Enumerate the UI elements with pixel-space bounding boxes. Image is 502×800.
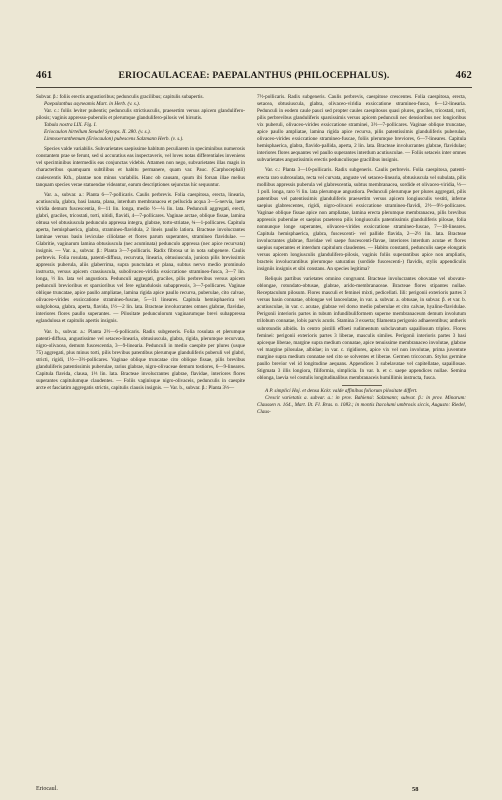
paragraph: Limnoxeranthemum (Eriocaulon) pubescens Salzmann Herb. (v. s.). <box>44 136 184 143</box>
paragraph: Var. b., subvar. a.: Planta 2½—6-pollicaris. Radix subgeneris. Folia rosulata et plerumque patenti-diffusa, angustissime vel setaceo-linearia, obtusiuscula, glabra, rigida, plerumque recurvata, nigro-olivacea, demum fuscescentia, 3—9-linearia. Pedunculi in medio caespite per plures (usque 75) aggregati, plus minus torti, pilis brevibus patentibus plerumque glanduliferis puberuli vel glabri, stricti, rigidi, 1½—3½-pollicares. Vaginae oblique truncatae cito oblique fissae, pilis brevibus glanduliferis patentissimis puberulae, rarius glabrae, nigro-olivaceae demum tostiores, 6—9-lineares. Capitula flavida, clausa, 1⅓ lin. lata. Bracteae involucrantes glabrae, flavidae, interiores flores superantes capitulumque claudentes. — Foliis vaginisque nigro-olivaceis, pedunculis in caespite arcte et fasciatim aggregatis strictis, capitulis clausis insignis. — Var. b., subvar. β.: Planta 3⅓— <box>36 328 245 391</box>
paragraph: A P. simplici Hoj. et densa Kckr. valde affinibus foliorum pilositate differt. <box>265 387 418 394</box>
header-rule <box>36 87 472 88</box>
paragraph: Subvar. β.: foliis erectis angustioribus; pedunculis gracilibus; capitulis subapertis. <box>36 94 204 100</box>
page-number-left: 461 <box>36 70 53 81</box>
separator-rule <box>342 385 382 386</box>
left-column <box>36 94 245 392</box>
running-title: ERIOCAULACEAE: PAEPALANTHUS (PHILOCEPHALUS). <box>118 70 390 81</box>
right-column <box>257 94 466 416</box>
page-number-right: 462 <box>455 70 472 81</box>
paragraph: 7½-pollicaris. Radix subgeneris. Caulis perbrevis, caespitose crescentes. Folia caespitosa, erecta, setacea, obtusiuscula, glabra, olivaceo-viridia exsiccatione stramineo-fusca, 6—12-linearia. Pedunculi in eodem caule pauci sed propter caules caespitosos quasi plures, graciles, tricostati, torti, pilis perbrevibus glanduliferis sparsissimis versus apicem pedunculi nec densioribus nec longioribus vix puberuli, olivaceo-virides exsiccatione straminei, 3½—7-pollicares. Vaginae oblique truncatae, apice paullo ampliatae, lamina rigida apice recurva, pilis patentissimis glanduliferis puberulae, olivaceo-virides exsiccatione stramineo-fuscae, foliis plerumque breviores, 6—7-lineares. Capitula hemisphaerica, glabra, flavido-pallida, aperta, 2 lin. lata. Bracteae involucrantes glabrae, flavidulae; interiores flores aequantes vel paullo superantes interdum acutiusculae. — Foliis setaceis inter omnes subvarietates angustissimis erectis pedunculisque gracilibus insignis. <box>257 94 466 164</box>
paragraph: Var. c.: Planta 3—10-pollicaris. Radix subgeneris. Caulis perbrevis. Folia caespitosa, patenti-erecta raro subrosulata, recta vel curvata, anguste vel setaceo-linearia, obtusiuscula vel subulata, pilis mollibus appressis puberula vel glabrescentia, subtus membranacea, sordide et olivaceo-viridia, ⅓—1 poll. longa, raro ½ lin. lata plerumque angustiora. Pedunculi plerumque per plures aggregati, pilis patentibus vel patentissimis glanduliferis praesertim versus apicem longiusculis vestiti, inferne saepius glabrescentes, rigidi, nigro-olivacei exsiccatione stramineo-flavidi, 2½—9½-pollicares. Vaginae oblique fissae apice non ampliatae, lamina erecta plerumque membranacea, pilis brevibus appressis puberulae et saepius praeterea pilis longiusculis patentissimis glanduliferis pilosae, folia nonnunque longe superantes, olivaceo-virides exsiccatione stramineo-fuscae, 7—18-lineares. Capitula hemisphaerica, glabra, fuscescenti- vel pallide flavida, 2—2½ lin. lata. Bracteae involucrantes glabrae, flavidae vel saepe fuscescenti-flavae, interiores interdum acutae et flores saepius superantes et interdum capitulum claudentes. — Habitu constanti, pedunculis saepe elongatis versus apicem longiusculis glandulifero-pilosis, vaginis foliis superantibus apice non ampliatis, bracteis involucrantibus plerumque saturatius (sordide fuscescenti-) flavidis, stylis appendiculis insigniis insignis et sibi constans. An species legitima? <box>257 167 466 273</box>
paragraph: Var. c.: foliis leviter pubentis; pedunculis strictiusculis, praesertim versus apicem glandulifero-pilosis; vaginis appresso-puberulis et plerumque glandulifero-pilosis vel hirsutis. <box>36 108 245 122</box>
paragraph: Reliquis partibus varietates omnino congruunt. Bracteae involucrantes obovatae vel obovato-oblongae, rotundato-obtusae, glabrae, arido-membranaceae. Bracteae flores stipantes nullae. Receptaculum pilosum. Flores masculi et feminei mixti, pedicellati. Iili: perigonii exterioris partes 3 versus basin connatae, oblongae vel lanceolatae, in var. a. subvar. a. obtusae, in subvar. β. et var. b. acutiusculae, in var. c. acutae, glabrae vel dorso medio puberulae et cito calvae, hyalino-flavidulae. Perigonii interioris partes in tubum infundibuliformem superne membranaceum demum involutum trilobum connatae, lobis parvis acutis. Stamina 3 exserta; filamenta perigonio adhaerentibus; antheris subrotundis albidis. In centro pistilli effoeti rudimentum subclavatum sapaillosum triplex. Flores feminei: perigonii exterioris partes 3 liberae, masculis similes. Perigonii interioris partes 3 basi apiceque liberae, margine supra medium connatae, apice tenuissime membranaceo involutae, glabrae vel margine pilosulae, albidae; in var. c. rigidiores, apice vix vel non involutae, prima juventute margine supra medium connatae sed cito se solventes et liberae. Germen triccocum. Stylus germine paullo brevior vel id longitudine aequans. Appendices 3 subelavatae vel capitellatae, sapaillosae. Stigmata 3 illis longiora, filiformia, simplicia. In var. b. et c. saepe appendices nullae. Semina oblonga, laevia vel costulis longitudinalibus membranaceis humillimis instructa, fusca. <box>257 276 466 381</box>
paragraph: Paepalanthus asyneamis Mart. in Herb. (v. s.). <box>44 101 140 108</box>
running-head <box>36 70 472 86</box>
paragraph: Species valde variabilis. Subvarietates saepissime habitum peculiarem in speciminibus numerosis constantem prae se ferunt, sed si accuratius eas inspectaveris, vel loves notas differentiales inveniens vel speciminibus intermediis eas conjunctas videbis. Attamen non nego, subvarietates illas magis in characteribus quamquam subtilibus et habitu permanere, quam var. Pauc. (Carphocephali) caulescentis Kth., plantae non minus variabilis. Hanc ob causam, quum ibi forsan illae melius tanquam species verae statuendae videantur, earum descriptiones sejunctas hic sequuntur. <box>36 146 245 188</box>
paragraph: Crescit varietatis a. subvar. a.: in prov. Bahiensi: Salzmann; subvar. β.: in prov. Minarum: Claussen n. 164., Mart. Ilt. Fl. Bras. n. 1083.; in montis Itacolumi umbrosis siccis, Augusto: Riedel, Claus- <box>257 394 466 416</box>
signature-left: Eriocaul. <box>36 786 58 792</box>
paragraph: Var. a., subvar. a.: Planta 6—7-pollicaris. Caulis perbrevis. Folia caespitosa, erecta, linearia, acutiuscula, glabra, basi lanata, plana, interdum membranacea et pellucida acqua 3—5-nervia, laete viridia demum fuscescentia, 8—11 lin. longa, medio ½—¼ lin. lata. Pedunculi aggregati, erecti, glabri, graciles, tricostati, torti, nitidi, flavidi, 4—7-pollicares. Vaginae arctae, oblique fissae, lamina obtusa vel obtusiuscula pedunculo appressa integra, glabrae, torto-striatae, ¾—1-pollicares. Capitula aperta, hemisphaerica, glabra, stramineo-flavidula, 2 lineis paullo latiora. Bracteae involucrantes laminae versus basin leviculae ciliolatae et flores parum superantes, stramineo flavidulae. — Glabritie, vaginarum lamina obtusiuscula (nec acuminata) pedunculo appressa (nec apice recurvata) insignis. — Var. a., subvar. β.: Planta 3—7-pollicaris. Radix fibrosa ut in nota subgenere. Caulis perbrevis. Folia rosulata, patenti-diffusa, recurvata, linearia, obtusiuscula, juniora pilis brevissimis appressis puberula, aliis glaberrima, supra punctulata et plana, subtus nervo medio prominulo instructa, versus apicem crassiuscula, subolivaceo-viridia exsiccatione stramineo-fusca, 3—7 lin. longa, ½ lin. lata vel angustiora. Pedunculi aggregati, graciles, pilis perbrevibus versus apicem pedunculi brevioribus et sparsioribus vel fere eglandulosis subappressis, 3—7-pollicares. Vaginae oblique truncatae, apice paullo ampliatae, lamina rigida apice paullo recurva, puberulae, cito calvae, olivaceo-virides exsiccatione stramineo-fuscae, 5—11 lineares. Capitula hemisphaerica vel subglobosa, glabra, aperta, flavida, 1½—2 lin. lata. Bracteae involucrantes omnes glabrae, flavidae, interiores flores paullo superantes. — Pilositate pedunculorum vaginarumque brevi subappressa eglandulosa et capitulis apertis insignis. <box>36 191 245 325</box>
signature-right: 58 <box>412 786 419 793</box>
paragraph: Eriocaulon hirtellum Steudel Synops. II. 280. (v. s.). <box>44 129 151 136</box>
paragraph: Tabula nostra LIX. Fig. I. <box>44 122 97 129</box>
